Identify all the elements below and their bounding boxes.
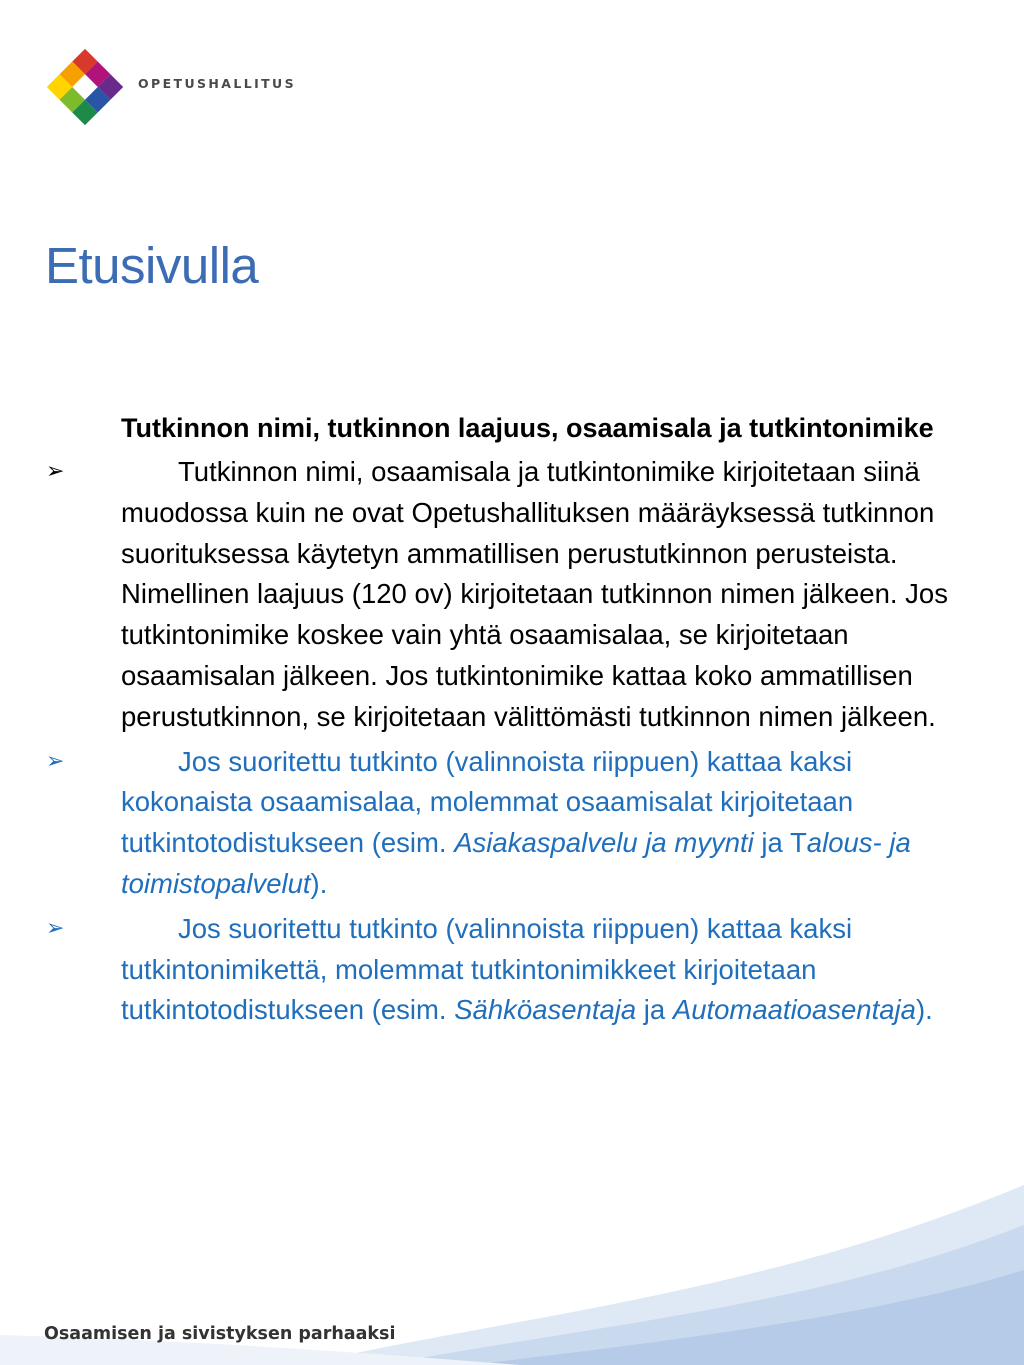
- bullet-item: [44, 909, 964, 1031]
- bullet-text: Tutkinnon nimi, osaamisala ja tutkintonimike kirjoitetaan siinä muodossa kuin ne ovat Opetushallituksen määräyksessä tutkinnon suorituksessa käytetyn ammatillisen perustutkinnon perusteista. Nimellinen laajuus (120 ov) kirjoitetaan tutkinnon nimen jälkeen. Jos tutkintonimike koskee vain yhtä osaamisalaa, se kirjoitetaan osaamisalan jälkeen. Jos tutkintonimike kattaa koko ammatillisen perustutkinnon, se kirjoitetaan välittömästi tutkinnon nimen jälkeen.: [121, 456, 948, 732]
- bullet-item: [44, 742, 964, 905]
- logo-text: OPETUSHALLITUS: [138, 76, 297, 91]
- example-term: Automaatioasentaja: [672, 994, 916, 1026]
- arrow-bullet-icon: ➢: [46, 748, 65, 774]
- diamond-mosaic-logo-icon: [44, 46, 126, 128]
- section-heading: Tutkinnon nimi, tutkinnon laajuus, osaamisala ja tutkintonimike: [121, 413, 934, 443]
- arrow-bullet-icon: ➢: [46, 915, 65, 941]
- page-title: Etusivulla: [45, 237, 259, 294]
- bullet-text: ).: [310, 867, 328, 899]
- example-term: Asiakaspalvelu ja myynti: [454, 827, 754, 859]
- example-term: alous- ja toimistopalvelut: [121, 827, 911, 899]
- bullet-text: Jos suoritettu tutkinto (valinnoista riippuen) kattaa kaksi kokonaista osaamisalaa, molemmat osaamisalat kirjoitetaan tutkintotodistukseen (esim.: [121, 745, 854, 859]
- opetushallitus-logo: [44, 46, 297, 126]
- bullet-text: ja T: [753, 827, 807, 859]
- example-term: Sähköasentaja: [454, 994, 637, 1026]
- bullet-item: [44, 452, 964, 738]
- slide-content: [44, 408, 964, 1031]
- bullet-text: Jos suoritettu tutkinto (valinnoista riippuen) kattaa kaksi tutkintonimikettä, molemmat tutkintonimikkeet kirjoitetaan tutkintotodistukseen (esim.: [121, 912, 853, 1026]
- arrow-bullet-icon: ➢: [46, 459, 65, 484]
- bullet-text: ja: [636, 994, 673, 1026]
- footer-slogan: Osaamisen ja sivistyksen parhaaksi: [44, 1324, 396, 1344]
- bullet-text: ).: [915, 994, 933, 1026]
